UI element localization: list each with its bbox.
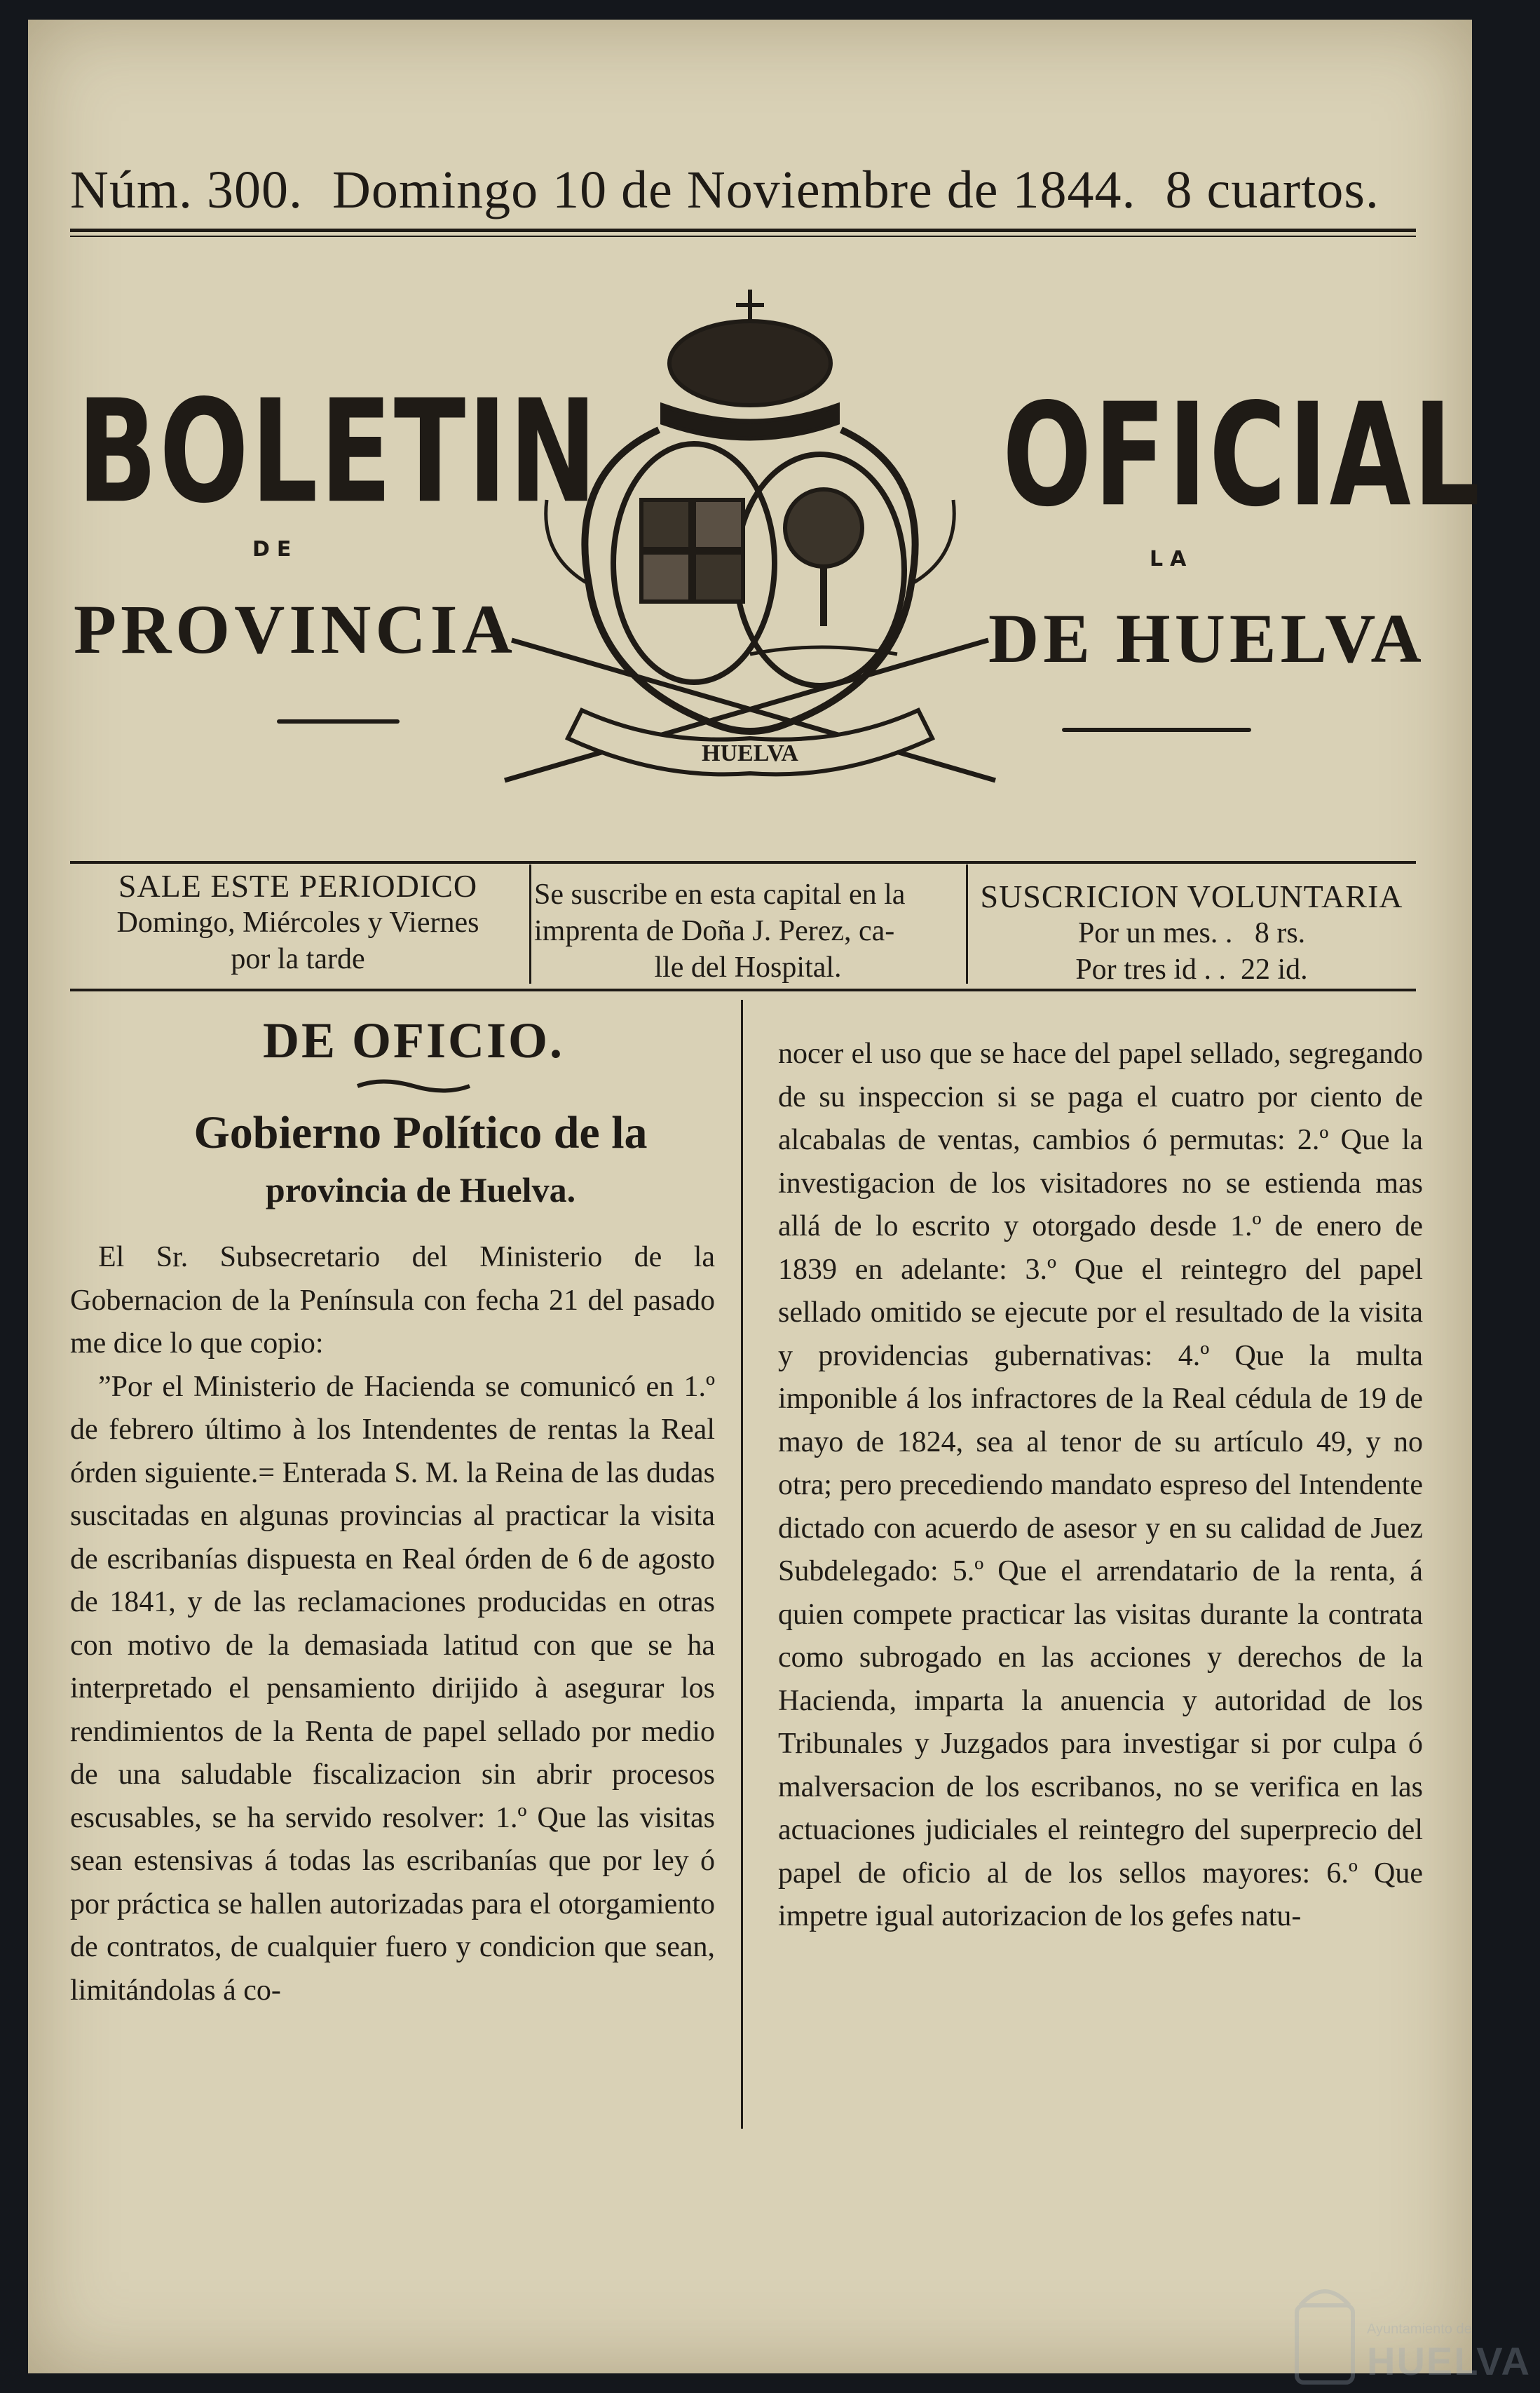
ornament-flourish (354, 1077, 473, 1095)
masthead-line (70, 160, 1416, 221)
info-place-line3: lle del Hospital. (654, 951, 842, 984)
info-rule-top (70, 861, 1416, 864)
title-boletin: BOLETIN (77, 370, 599, 535)
title-de-huelva: DE HUELVA (988, 599, 1426, 677)
issue-number: Núm. 300. (70, 161, 303, 219)
article-subtitle: provincia de Huelva. (265, 1170, 576, 1209)
masthead-rule-thin (70, 236, 1416, 237)
info-schedule (70, 868, 526, 994)
title-provincia: PROVINCIA (74, 590, 517, 668)
masthead-rule (70, 229, 1416, 232)
info-place-line1: Se suscribe en esta capital en la (534, 879, 906, 911)
issue-price: 8 cuartos. (1165, 161, 1379, 219)
title-oficial: OFICIAL (1002, 374, 1483, 538)
section-heading: DE OFICIO. (262, 1012, 565, 1069)
archive-watermark (1269, 2260, 1535, 2393)
column-separator (741, 1000, 743, 2129)
info-schedule-line1: Domingo, Miércoles y Viernes (116, 907, 479, 939)
title-connector-la: LA (1150, 547, 1194, 571)
paragraph: ”Por el Ministerio de Hacienda se comunicó en 1.º de febrero último à los Intendentes de rentas la Real órden siguiente.= Enterada S. M. la Reina de las dudas suscitadas en algunas provincias al practicar la visita de escribanías dispuesta en Real órden de 6 de agosto de 1841, y de las reclamaciones producidas en otras con motivo de la demasiada latitud con que se ha interpretado el pensamiento dirijido à asegurar los rendimientos de la Renta de papel sellado por medio de una saludable fiscalizacion sin abrir procesos escusables, se ha servido resolver: 1.º Que las visitas sean estensivas á todas las escribanías que por ley ó por práctica se hallen autorizadas para el otorgamiento de contratos, de cualquier fuero y condicion que sean, limitándolas á co- (70, 1370, 715, 2007)
info-subscription-price (971, 879, 1412, 1005)
emblem-ribbon-text: HUELVA (702, 740, 798, 766)
title-rule-left (277, 719, 400, 724)
article-left-column (70, 1236, 715, 2012)
paragraph: nocer el uso que se hace del papel sellado, segregando de su inspeccion si se paga el cuatro por ciento de alcabalas de ventas, cambios ó permutas: 2.º Que la investigacion de los visitadores no se estienda mas allá de lo escrito y otorgado desde 1.º de enero de 1839 en adelante: 3.º Que el reintegro del papel sellado omitido se ejecute por el resultado de la visita y providencias gubernativas: 4.º Que la multa imponible á los infractores de la Real cédula de 19 de mayo de 1824, sea al tenor de su artículo 49, y no otra; pero precediendo mandato espreso del Intendente dictado con acuerdo de asesor y en su calidad de Juez Subdelegado: 5.º Que el arrendatario de la renta, á quien compete practicar las visitas durante la contrata como subrogado en las acciones y derechos de la Hacienda, imparta la anuencia y autoridad de los Tribunales y Juzgados para investigar si por culpa ó malversacion de los escribanos, no se verifica en las actuaciones judiciales el reintegro del superprecio del papel de oficio al de los sellos mayores: 6.º Que impetre igual autorizacion de los gefes natu- (778, 1038, 1423, 1932)
article-right-column (778, 1033, 1423, 1939)
info-schedule-line2: por la tarde (231, 943, 365, 975)
title-rule-right (1062, 728, 1251, 732)
paragraph: El Sr. Subsecretario del Ministerio de la Gobernacion de la Península con fecha 21 del pasado me dice lo que copio: (70, 1241, 715, 1360)
info-divider-1 (529, 865, 531, 984)
newspaper-page (28, 20, 1531, 2383)
title-connector-de: DE (252, 537, 299, 562)
info-price-heading: SUSCRICION VOLUNTARIA (980, 879, 1403, 914)
info-subscription-place (534, 876, 962, 1003)
coat-of-arms-emblem (484, 290, 1016, 822)
issue-date: Domingo 10 de Noviembre de 1844. (332, 161, 1136, 219)
info-price-line2: Por tres id . . 22 id. (1075, 954, 1308, 986)
crest-icon (1290, 2277, 1360, 2389)
article-title: Gobierno Político de la (193, 1107, 648, 1158)
info-schedule-heading: SALE ESTE PERIODICO (118, 868, 478, 904)
info-rule-bottom (70, 989, 1416, 991)
info-place-line2: imprenta de Doña J. Perez, ca- (534, 915, 895, 947)
watermark-big-text: HUELVA (1367, 2339, 1531, 2383)
info-price-line1: Por un mes. . 8 rs. (1077, 917, 1306, 949)
info-divider-2 (966, 865, 968, 984)
watermark-small-text: Ayuntamiento de (1367, 2321, 1472, 2337)
